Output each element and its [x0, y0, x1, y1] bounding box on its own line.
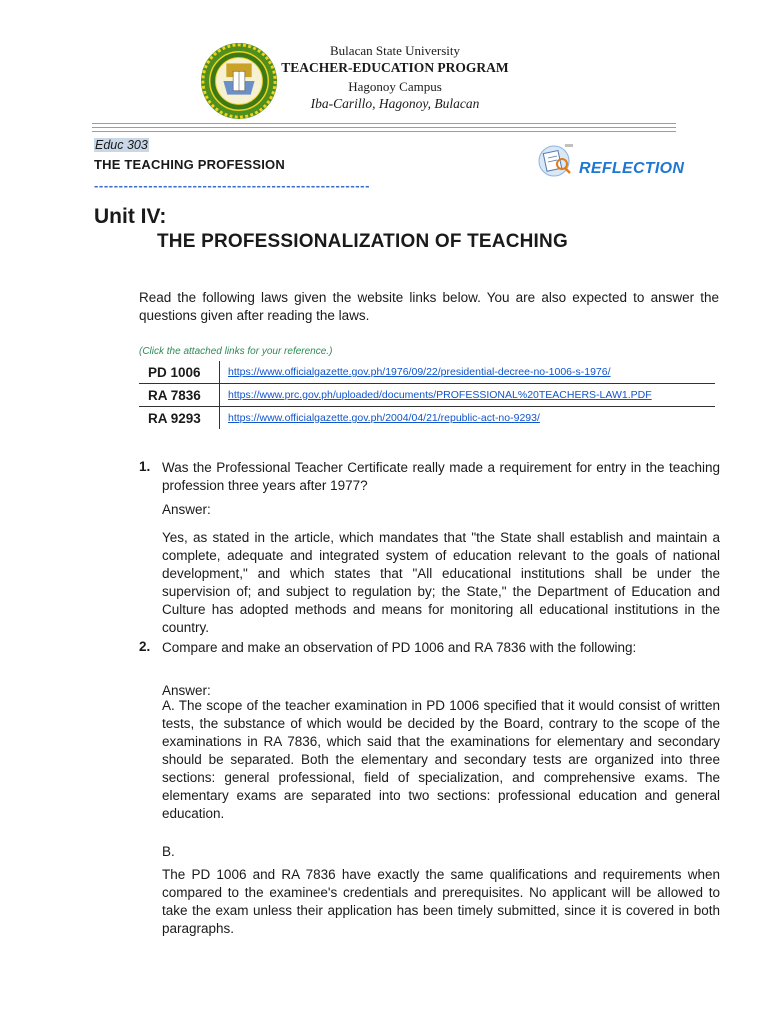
- header-divider: [92, 123, 676, 124]
- question-number: 1.: [139, 459, 151, 474]
- table-row: [139, 406, 715, 429]
- dashed-separator: --------------------------------------------------------: [94, 178, 371, 193]
- campus-name: Hagonoy Campus: [348, 79, 442, 94]
- header-divider: [92, 131, 676, 132]
- law-link[interactable]: https://www.officialgazette.gov.ph/1976/09/22/presidential-decree-no-1006-s-1976/: [219, 361, 715, 383]
- law-name: RA 9293: [148, 410, 201, 426]
- unit-title: THE PROFESSIONALIZATION OF TEACHING: [157, 231, 568, 252]
- laws-table: [139, 361, 715, 429]
- answer-text: Yes, as stated in the article, which mandates that "the State shall establish and maintain a complete, adequate and integrated system of education relevant to the goals of national development," and which states that "All educational institutions shall be under the supervision of; and subject to regulation by; the State," the Department of Education and Culture has adopted methods and means for monitoring all educational institutions in the country.: [162, 530, 720, 635]
- law-name: PD 1006: [148, 364, 201, 380]
- law-name: RA 7836: [148, 387, 201, 403]
- links-note: (Click the attached links for your reference.): [139, 346, 333, 357]
- university-name: Bulacan State University: [330, 43, 460, 58]
- question-text: Was the Professional Teacher Certificate really made a requirement for entry in the teaching profession three years after 1977?: [162, 460, 720, 493]
- program-name: TEACHER-EDUCATION PROGRAM: [281, 60, 509, 75]
- university-seal-icon: [200, 42, 278, 120]
- answer-text-a: A. The scope of the teacher examination in PD 1006 specified that it would consist of written tests, the substance of which would be decided by the Board, contrary to the scope of the examinations in RA 7836, which said that the examinations for elementary and secondary should be separated. Both the elementary and secondary tests are organized into three sections: general professional, field of specialization, and comprehensive exams. The elementary exams are separated into two sections: professional education and general education.: [162, 698, 720, 821]
- intro-paragraph: Read the following laws given the website links below. You are also expected to answer the questions given after reading the laws.: [139, 290, 719, 323]
- answer-label-b: B.: [162, 844, 175, 859]
- answer-label: Answer:: [162, 502, 211, 517]
- header-divider: [92, 127, 676, 128]
- answer-label: Answer:: [162, 683, 211, 698]
- law-link[interactable]: https://www.officialgazette.gov.ph/2004/04/21/republic-act-no-9293/: [219, 407, 715, 429]
- course-title: THE TEACHING PROFESSION: [94, 157, 285, 172]
- question-text: Compare and make an observation of PD 1006 and RA 7836 with the following:: [162, 640, 637, 655]
- answer-text-b: The PD 1006 and RA 7836 have exactly the same qualifications and requirements when compared to the examinee's credentials and prerequisites. No applicant will be allowed to take the exam unless their application has been timely submitted, since it is covered in both paragraphs.: [162, 867, 720, 936]
- reflection-label: REFLECTION: [579, 160, 685, 177]
- campus-address: Iba-Carillo, Hagonoy, Bulacan: [310, 96, 480, 111]
- law-link[interactable]: https://www.prc.gov.ph/uploaded/documents/PROFESSIONAL%20TEACHERS-LAW1.PDF: [219, 384, 715, 406]
- question-number: 2.: [139, 639, 151, 654]
- reflection-icon: [536, 140, 576, 178]
- table-row: [139, 383, 715, 406]
- table-row: [139, 361, 715, 383]
- unit-label: Unit IV:: [94, 205, 167, 228]
- course-code: Educ 303: [95, 138, 148, 152]
